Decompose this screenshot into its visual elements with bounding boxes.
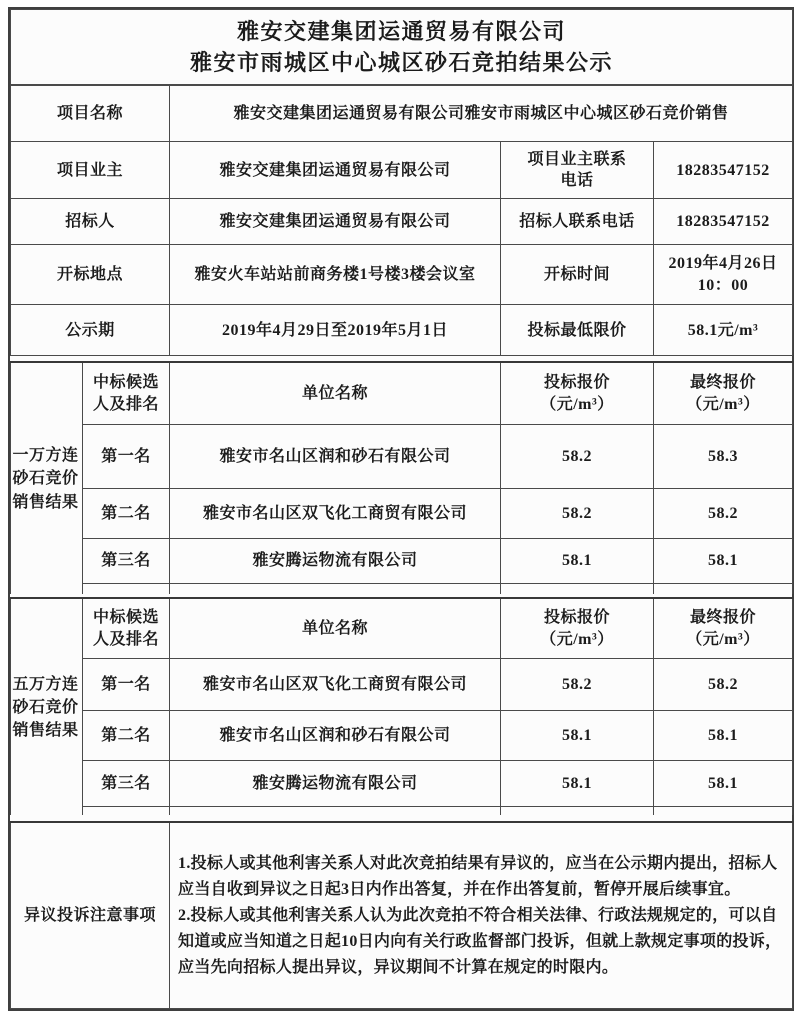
notes-content: [170, 822, 793, 1008]
company-cell: 雅安市名山区润和砂石有限公司: [170, 710, 501, 760]
bid-opening-time-value: 2019年4月26日 10：00: [654, 245, 793, 305]
project-name-value: 雅安交建集团运通贸易有限公司雅安市雨城区中心城区砂石竞价销售: [170, 86, 793, 142]
section2-table: [10, 597, 793, 815]
result-row: [11, 488, 793, 538]
notes-label: 异议投诉注意事项: [11, 822, 170, 1008]
section-spacer-row: [11, 583, 793, 594]
company-cell: 雅安腾运物流有限公司: [170, 538, 501, 583]
company-cell: 雅安市名山区润和砂石有限公司: [170, 424, 501, 488]
title-row: [11, 10, 793, 85]
document-title-line1: 雅安交建集团运通贸易有限公司: [237, 19, 567, 44]
company-cell: 雅安市名山区双飞化工商贸有限公司: [170, 488, 501, 538]
section1-side-label: 一万方连砂石竞价销售结果: [11, 362, 83, 594]
notes-item-1: 1.投标人或其他利害关系人对此次竞拍结果有异议的，应当在公示期内提出，招标人应当自收到异议之日起3日内作出答复，并在作出答复前，暂停开展后续事宜。: [178, 854, 778, 898]
section2-rank-header: 中标候选 人及排名: [83, 598, 170, 658]
info-rows-table: [10, 85, 793, 356]
project-name-label: 项目名称: [11, 86, 170, 142]
result-row: [11, 760, 793, 806]
rank-cell: 第二名: [83, 710, 170, 760]
notice-document: [8, 7, 794, 1011]
result-row: [11, 658, 793, 710]
document-title: [11, 10, 793, 85]
section1-final-header: 最终报价 （元/m³）: [654, 362, 793, 424]
min-price-value: 58.1元/m³: [654, 305, 793, 356]
rank-cell: 第一名: [83, 424, 170, 488]
company-cell: 雅安腾运物流有限公司: [170, 760, 501, 806]
bid-cell: 58.2: [501, 424, 654, 488]
owner-value: 雅安交建集团运通贸易有限公司: [170, 142, 501, 199]
result-row: [11, 424, 793, 488]
bid-opening-place-label: 开标地点: [11, 245, 170, 305]
rank-cell: 第三名: [83, 760, 170, 806]
bid-cell: 58.1: [501, 538, 654, 583]
section2-final-header: 最终报价 （元/m³）: [654, 598, 793, 658]
notes-row: [11, 822, 793, 1008]
final-cell: 58.3: [654, 424, 793, 488]
final-cell: 58.2: [654, 658, 793, 710]
owner-phone-label: 项目业主联系 电话: [501, 142, 654, 199]
section-spacer-row: [11, 806, 793, 815]
publicity-period-label: 公示期: [11, 305, 170, 356]
min-price-label: 投标最低限价: [501, 305, 654, 356]
tenderer-phone-label: 招标人联系电话: [501, 199, 654, 245]
result-row: [11, 710, 793, 760]
section1-table: [10, 361, 793, 594]
tenderer-row: [11, 199, 793, 245]
rank-cell: 第三名: [83, 538, 170, 583]
result-row: [11, 538, 793, 583]
document-title-line2: 雅安市雨城区中心城区砂石竞拍结果公示: [190, 50, 614, 76]
bid-cell: 58.2: [501, 488, 654, 538]
rank-cell: 第一名: [83, 658, 170, 710]
project-name-row: [11, 86, 793, 142]
section2-header-row: [11, 598, 793, 658]
bid-opening-place-value: 雅安火车站站前商务楼1号楼3楼会议室: [170, 245, 501, 305]
final-cell: 58.1: [654, 538, 793, 583]
section2-company-header: 单位名称: [170, 598, 501, 658]
section1-rank-header: 中标候选 人及排名: [83, 362, 170, 424]
section1-bid-header: 投标报价 （元/m³）: [501, 362, 654, 424]
tenderer-label: 招标人: [11, 199, 170, 245]
final-cell: 58.1: [654, 710, 793, 760]
owner-row: [11, 142, 793, 199]
owner-label: 项目业主: [11, 142, 170, 199]
section2-bid-header: 投标报价 （元/m³）: [501, 598, 654, 658]
section1-company-header: 单位名称: [170, 362, 501, 424]
rank-cell: 第二名: [83, 488, 170, 538]
tenderer-value: 雅安交建集团运通贸易有限公司: [170, 199, 501, 245]
tenderer-phone-value: 18283547152: [654, 199, 793, 245]
info-table: [10, 9, 793, 85]
notes-item-2: 2.投标人或其他利害关系人认为此次竞拍不符合相关法律、行政法规规定的，可以自知道或应当知道之日起10日内向有关行政监督部门投诉，但就上款规定事项的投诉，应当先向招标人提出异议，异议期间不计算在规定的时限内。: [178, 906, 782, 976]
section1-header-row: [11, 362, 793, 424]
publicity-period-value: 2019年4月29日至2019年5月1日: [170, 305, 501, 356]
company-cell: 雅安市名山区双飞化工商贸有限公司: [170, 658, 501, 710]
bid-opening-row: [11, 245, 793, 305]
bid-cell: 58.2: [501, 658, 654, 710]
final-cell: 58.2: [654, 488, 793, 538]
bid-cell: 58.1: [501, 760, 654, 806]
notes-table: [10, 821, 793, 1009]
section2-side-label: 五万方连砂石竞价销售结果: [11, 598, 83, 815]
final-cell: 58.1: [654, 760, 793, 806]
bid-opening-time-label: 开标时间: [501, 245, 654, 305]
owner-phone-value: 18283547152: [654, 142, 793, 199]
bid-cell: 58.1: [501, 710, 654, 760]
publicity-period-row: [11, 305, 793, 356]
